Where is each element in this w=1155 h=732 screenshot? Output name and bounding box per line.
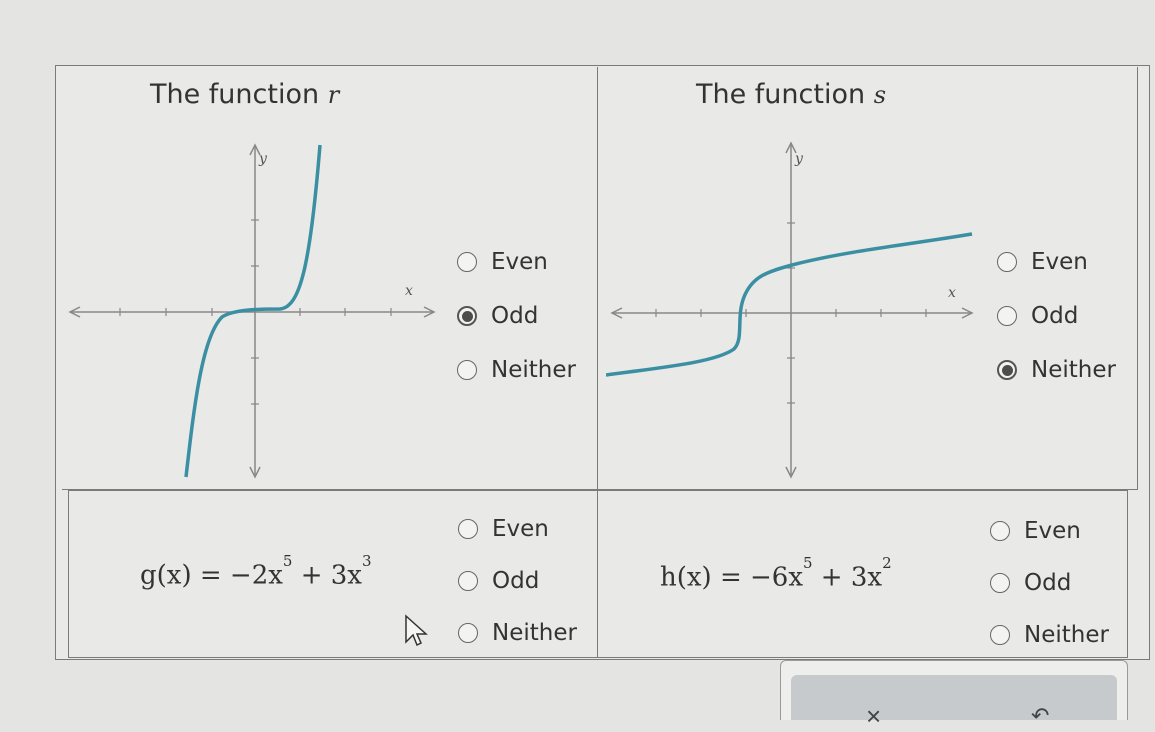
option-s-even-label: Even — [1031, 249, 1088, 275]
radio-r-neither[interactable] — [457, 360, 477, 380]
clear-button[interactable]: × — [866, 701, 882, 731]
radio-g-even[interactable] — [458, 519, 478, 539]
option-h-even-label: Even — [1024, 518, 1081, 544]
option-g-even-label: Even — [492, 516, 549, 542]
formula-h-exp1: 5 — [803, 554, 813, 572]
radio-h-even[interactable] — [990, 521, 1010, 541]
radio-g-odd[interactable] — [458, 571, 478, 591]
panel-s-title — [696, 79, 886, 110]
formula-h — [660, 554, 892, 593]
formula-h-part2: + 3x — [812, 562, 883, 593]
radio-s-odd[interactable] — [997, 306, 1017, 326]
graph-s — [606, 137, 996, 487]
formula-g-exp1: 5 — [282, 552, 293, 570]
option-s-neither[interactable] — [997, 357, 1116, 383]
option-r-odd[interactable] — [457, 303, 538, 329]
curve-s — [606, 234, 972, 375]
radio-s-neither[interactable] — [997, 360, 1017, 380]
option-r-even-label: Even — [491, 249, 548, 275]
panel-function-r — [62, 67, 598, 490]
option-r-neither[interactable] — [457, 357, 576, 383]
option-g-neither-label: Neither — [492, 620, 577, 646]
panel-function-s — [598, 67, 1138, 490]
option-h-neither[interactable] — [990, 622, 1109, 648]
option-g-odd[interactable] — [458, 568, 539, 594]
option-r-neither-label: Neither — [491, 357, 576, 383]
option-g-neither[interactable] — [458, 620, 577, 646]
formula-h-part1: h(x) = −6x — [660, 562, 803, 593]
radio-h-neither[interactable] — [990, 625, 1010, 645]
formula-g-exp2: 3 — [361, 552, 372, 570]
panel-r-title — [150, 79, 339, 110]
panel-r-title-text: The function — [150, 79, 320, 110]
panel-s-title-var: s — [873, 81, 887, 109]
radio-h-odd[interactable] — [990, 573, 1010, 593]
option-g-even[interactable] — [458, 516, 549, 542]
option-s-odd-label: Odd — [1031, 303, 1079, 329]
option-s-odd[interactable] — [997, 303, 1078, 329]
option-h-odd-label: Odd — [1024, 570, 1072, 596]
formula-g — [140, 552, 372, 591]
panel-s-title-text: The function — [696, 79, 866, 110]
action-bar-inner — [791, 675, 1117, 731]
mouse-cursor-icon — [404, 614, 430, 648]
answer-action-bar — [780, 660, 1128, 731]
formula-g-part2: + 3x — [292, 560, 362, 591]
option-s-even[interactable] — [997, 249, 1088, 275]
radio-r-even[interactable] — [457, 252, 477, 272]
option-h-odd[interactable] — [990, 570, 1071, 596]
formula-h-exp2: 2 — [882, 554, 892, 572]
option-g-odd-label: Odd — [492, 568, 540, 594]
undo-button[interactable]: ↶ — [1031, 703, 1050, 728]
graph-r-y-label: y — [259, 151, 267, 167]
option-r-odd-label: Odd — [491, 303, 539, 329]
formula-g-part1: g(x) = −2x — [140, 560, 283, 591]
option-h-even[interactable] — [990, 518, 1081, 544]
option-s-neither-label: Neither — [1031, 357, 1116, 383]
panel-r-title-var: r — [327, 81, 340, 109]
option-r-even[interactable] — [457, 249, 548, 275]
graph-r-x-label: x — [405, 283, 413, 299]
graph-s-y-label: y — [795, 151, 803, 167]
graph-s-x-label: x — [948, 285, 956, 301]
radio-r-odd[interactable] — [457, 306, 477, 326]
radio-s-even[interactable] — [997, 252, 1017, 272]
radio-g-neither[interactable] — [458, 623, 478, 643]
graph-r — [62, 137, 462, 497]
option-h-neither-label: Neither — [1024, 622, 1109, 648]
